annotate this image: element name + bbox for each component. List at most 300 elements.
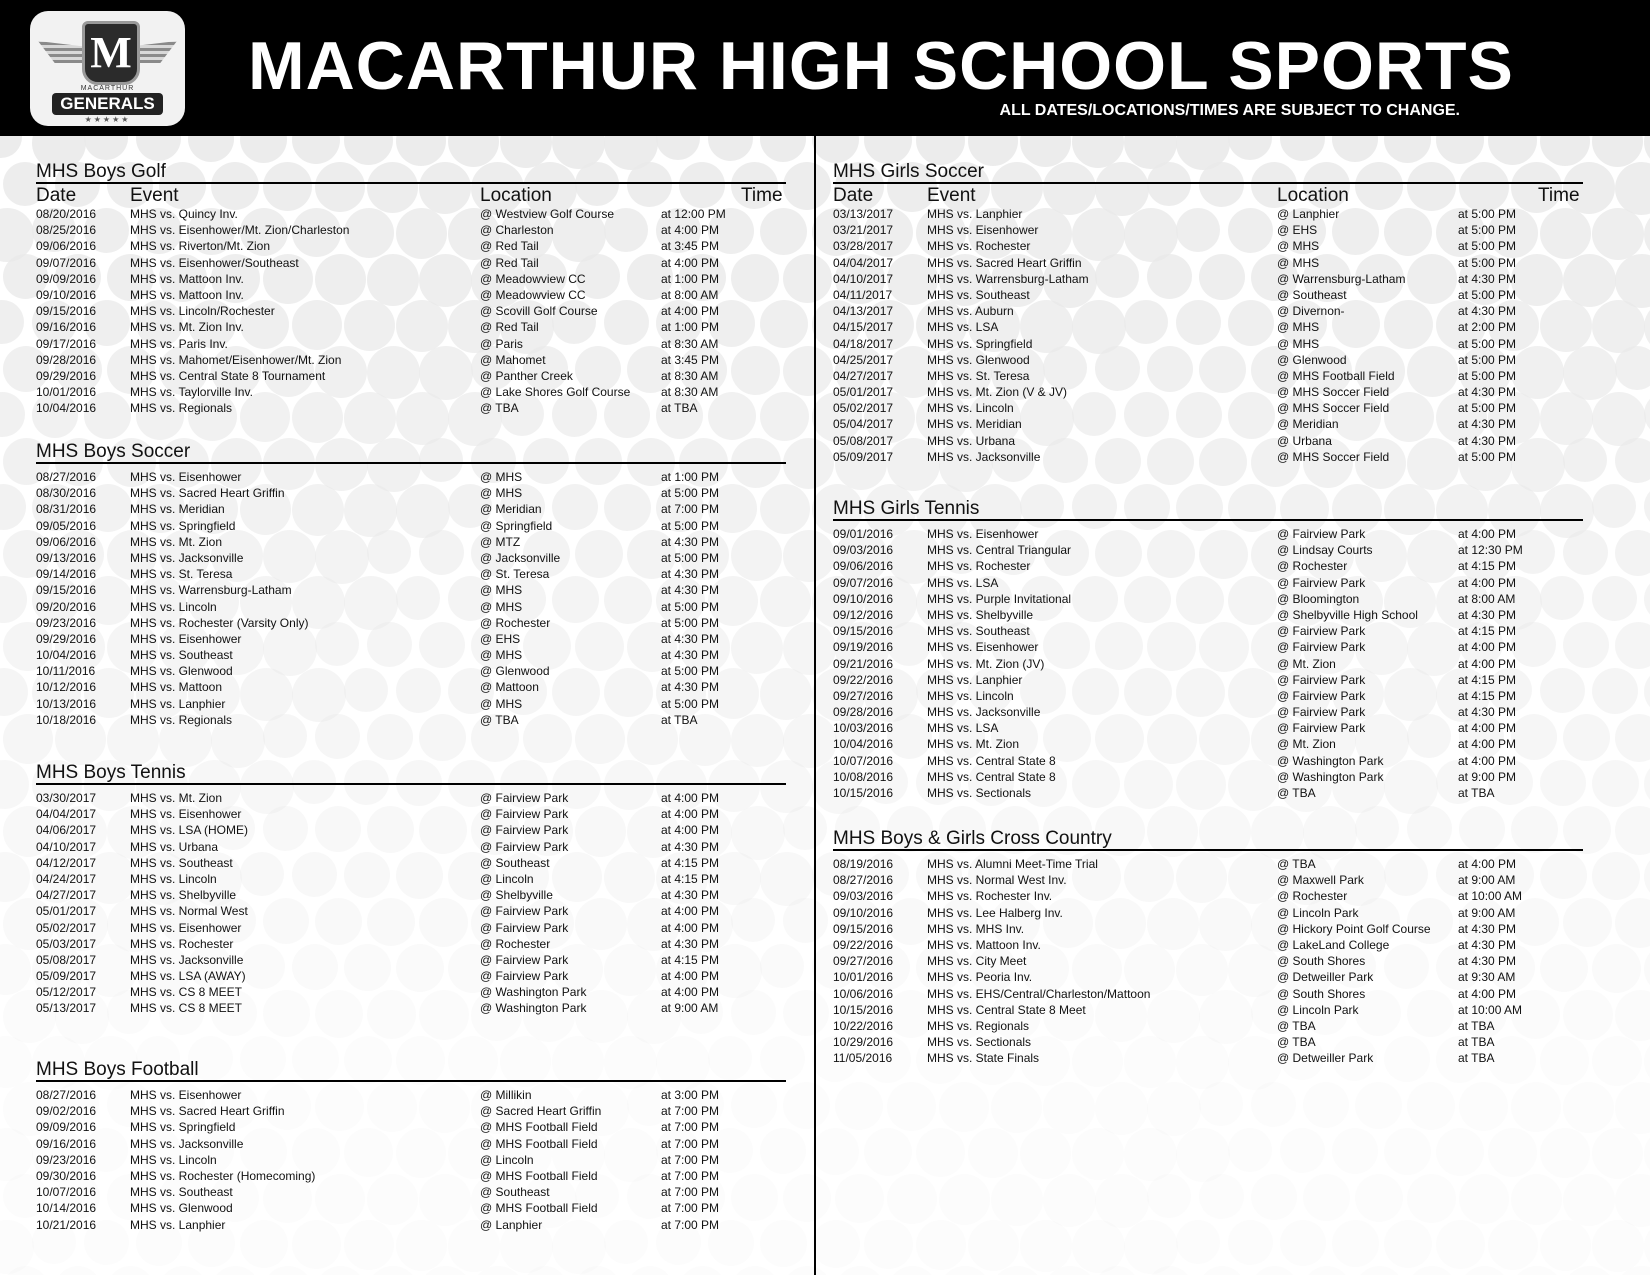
date-cell: 09/13/2016	[36, 550, 97, 565]
background-dot	[1644, 852, 1650, 901]
background-dot	[1592, 668, 1638, 714]
event-cell: MHS vs. LSA (HOME)	[130, 823, 249, 838]
table-row	[833, 368, 1583, 384]
page-title: MACARTHUR HIGH SCHOOL SPORTS	[248, 28, 1514, 104]
date-cell: 10/22/2016	[833, 1018, 894, 1033]
background-dot	[783, 162, 831, 210]
background-dot	[55, 1266, 101, 1275]
section-title: MHS Boys Soccer	[36, 441, 191, 462]
date-cell: 09/23/2016	[36, 615, 97, 630]
location-cell: @ Mt. Zion	[1277, 737, 1336, 752]
section-cross-country	[833, 828, 1583, 1066]
time-cell: at 5:00 PM	[1458, 207, 1517, 221]
schedule-table	[833, 526, 1583, 801]
date-cell: 09/22/2016	[833, 937, 894, 952]
location-cell: @ Red Tail	[480, 255, 539, 270]
date-cell: 10/15/2016	[833, 786, 894, 800]
date-cell: 08/19/2016	[833, 857, 894, 871]
location-cell: @ MHS	[1277, 239, 1320, 254]
date-cell: 10/07/2016	[833, 753, 894, 768]
table-row	[833, 986, 1583, 1002]
location-cell: @ Charleston	[480, 223, 554, 238]
event-cell: MHS vs. LSA (AWAY)	[130, 969, 246, 984]
event-cell: MHS vs. Eisenhower/Southeast	[130, 255, 299, 270]
event-cell: MHS vs. LSA	[927, 320, 999, 335]
section-boys-soccer	[36, 441, 786, 728]
location-cell: @ Scovill Golf Course	[480, 304, 598, 319]
table-row	[36, 631, 786, 647]
event-cell: MHS vs. Springfield	[130, 1120, 236, 1135]
background-dot	[1280, 1220, 1326, 1266]
time-cell: at 5:00 PM	[661, 599, 720, 614]
location-cell: @ Washington Park	[1277, 769, 1384, 784]
table-row	[833, 639, 1583, 655]
table-row	[36, 599, 786, 615]
location-cell: @ Lindsay Courts	[1277, 543, 1373, 558]
background-dot	[887, 1082, 936, 1131]
time-cell: at 7:00 PM	[661, 1168, 720, 1183]
date-cell: 10/12/2016	[36, 680, 97, 695]
event-cell: MHS vs. Lanphier	[927, 207, 1023, 221]
event-cell: MHS vs. Jacksonville	[927, 705, 1041, 720]
background-dot	[812, 136, 859, 163]
date-cell: 09/06/2016	[833, 559, 894, 574]
date-cell: 08/25/2016	[36, 223, 97, 238]
event-cell: MHS vs. Mahomet/Eisenhower/Mt. Zion	[130, 352, 342, 367]
event-cell: MHS vs. Mt. Zion (JV)	[927, 656, 1045, 671]
time-cell: at 5:00 PM	[1458, 336, 1517, 351]
date-cell: 10/01/2016	[36, 385, 97, 400]
event-cell: MHS vs. Riverton/Mt. Zion	[130, 239, 271, 254]
date-cell: 09/23/2016	[36, 1152, 97, 1167]
background-dot	[0, 576, 27, 623]
table-row	[36, 1152, 786, 1168]
date-cell: 09/29/2016	[36, 368, 97, 383]
location-cell: @ MHS Soccer Field	[1277, 385, 1390, 400]
background-dot	[1488, 1220, 1538, 1270]
background-dot	[1644, 300, 1650, 354]
location-cell: @ Fairview Park	[1277, 575, 1366, 590]
time-header: Time	[741, 185, 783, 206]
event-cell: MHS vs. Warrensburg-Latham	[130, 583, 292, 598]
background-dot	[1563, 1082, 1614, 1133]
date-cell: 09/15/2016	[833, 921, 894, 936]
event-cell: MHS vs. Mattoon Inv.	[927, 937, 1041, 952]
table-row	[833, 753, 1583, 769]
event-cell: MHS vs. Lincoln	[130, 599, 217, 614]
location-cell: @ Rochester	[480, 615, 551, 630]
table-row	[833, 384, 1583, 400]
background-dot	[1251, 1266, 1298, 1275]
event-cell: MHS vs. Eisenhower	[130, 807, 242, 822]
event-cell: MHS vs. Eisenhower	[130, 470, 242, 484]
location-cell: @ Meridian	[1277, 417, 1339, 432]
time-cell: at 5:00 PM	[661, 696, 720, 711]
table-row	[833, 271, 1583, 287]
date-cell: 09/05/2016	[36, 518, 97, 533]
background-dot	[0, 852, 30, 902]
event-cell: MHS vs. Eisenhower/Mt. Zion/Charleston	[130, 223, 350, 238]
date-cell: 03/21/2017	[833, 223, 894, 238]
event-cell: MHS vs. Southeast	[130, 855, 233, 870]
time-cell: at TBA	[1458, 1018, 1495, 1033]
time-cell: at 1:00 PM	[661, 320, 720, 335]
table-row	[833, 953, 1583, 969]
background-dot	[1355, 1266, 1404, 1275]
location-cell: @ TBA	[1277, 1018, 1316, 1033]
location-cell: @ MTZ	[480, 534, 521, 549]
time-cell: at 3:45 PM	[661, 352, 720, 367]
background-dot	[783, 990, 829, 1036]
table-row	[833, 736, 1583, 752]
date-cell: 10/03/2016	[833, 721, 894, 736]
date-cell: 09/16/2016	[36, 320, 97, 335]
location-cell: @ Meadowview CC	[480, 287, 586, 302]
background-dot	[708, 136, 753, 161]
event-cell: MHS vs. Lincoln	[130, 871, 217, 886]
date-cell: 05/09/2017	[833, 449, 894, 464]
date-cell: 08/27/2016	[833, 873, 894, 888]
location-cell: @ TBA	[1277, 1035, 1316, 1050]
event-cell: MHS vs. Lee Halberg Inv.	[927, 905, 1063, 920]
background-dot	[84, 136, 128, 160]
table-row	[36, 582, 786, 598]
location-cell: @ Mattoon	[480, 680, 539, 695]
location-cell: @ MHS	[1277, 255, 1320, 270]
location-cell: @ Fairview Park	[480, 969, 569, 984]
date-cell: 04/18/2017	[833, 336, 894, 351]
table-row	[36, 952, 786, 968]
location-cell: @ Shelbyville	[480, 888, 553, 903]
date-cell: 04/10/2017	[833, 271, 894, 286]
background-dot	[1199, 1082, 1243, 1126]
event-cell: MHS vs. Southeast	[927, 624, 1030, 639]
date-cell: 04/11/2017	[833, 287, 893, 302]
time-cell: at 4:15 PM	[661, 952, 720, 967]
date-cell: 05/01/2017	[36, 904, 97, 919]
event-cell: MHS vs. Central Triangular	[927, 543, 1072, 558]
background-dot	[968, 1220, 1019, 1271]
location-cell: @ Fairview Park	[1277, 705, 1366, 720]
event-cell: MHS vs. Central State 8	[927, 769, 1056, 784]
logo-mascot-name: GENERALS	[52, 93, 163, 115]
table-row	[36, 271, 786, 287]
background-dot	[1644, 760, 1650, 808]
location-cell: @ Fairview Park	[480, 839, 569, 854]
page-header	[0, 0, 1650, 136]
background-dot	[1384, 136, 1431, 163]
background-dot	[0, 392, 25, 437]
date-cell: 11/05/2016	[833, 1051, 893, 1066]
background-dot	[1644, 668, 1650, 715]
background-dot	[0, 300, 24, 344]
time-cell: at 9:00 PM	[1458, 769, 1517, 784]
table-row	[36, 936, 786, 952]
background-dot	[1407, 1174, 1456, 1223]
section-title: MHS Boys Golf	[36, 161, 166, 182]
event-cell: MHS vs. Sacred Heart Griffin	[927, 255, 1082, 270]
location-cell: @ Westview Golf Course	[480, 207, 614, 221]
event-cell: MHS vs. Urbana	[130, 839, 219, 854]
location-cell: @ TBA	[1277, 857, 1316, 871]
location-cell: @ St. Teresa	[480, 567, 550, 582]
date-cell: 05/03/2017	[36, 936, 97, 951]
table-row	[833, 575, 1583, 591]
event-cell: MHS vs. Meridian	[927, 417, 1022, 432]
table-row	[36, 1103, 786, 1119]
date-cell: 09/06/2016	[36, 534, 97, 549]
background-dot	[1020, 1128, 1071, 1179]
table-row	[36, 806, 786, 822]
location-cell: @ Fairview Park	[480, 823, 569, 838]
event-cell: MHS vs. Lanphier	[130, 1217, 226, 1232]
time-cell: at 1:00 PM	[661, 271, 720, 286]
column-header-row	[36, 184, 786, 206]
time-cell: at 10:00 AM	[1458, 1002, 1523, 1017]
date-cell: 05/08/2017	[833, 433, 894, 448]
table-row	[36, 984, 786, 1000]
background-dot	[1615, 438, 1650, 483]
background-dot	[1280, 136, 1325, 161]
background-dot	[864, 1220, 913, 1269]
event-cell: MHS vs. Eisenhower	[927, 640, 1039, 655]
event-cell: MHS vs. LSA	[927, 575, 999, 590]
background-dot	[1615, 622, 1650, 669]
location-cell: @ Hickory Point Golf Course	[1277, 921, 1431, 936]
background-dot	[1459, 1174, 1509, 1224]
date-cell: 08/30/2016	[36, 486, 97, 501]
date-cell: 04/04/2017	[36, 807, 97, 822]
event-cell: MHS vs. Rochester	[927, 239, 1031, 254]
date-cell: 09/03/2016	[833, 889, 894, 904]
date-cell: 09/27/2016	[833, 954, 894, 969]
date-cell: 04/15/2017	[833, 320, 894, 335]
time-cell: at 4:30 PM	[1458, 607, 1517, 622]
time-cell: at 4:15 PM	[1458, 624, 1517, 639]
time-cell: at TBA	[661, 712, 698, 727]
background-dot	[1332, 1128, 1378, 1174]
table-row	[833, 303, 1583, 319]
background-dot	[292, 136, 340, 164]
table-row	[833, 607, 1583, 623]
background-dot	[835, 1266, 885, 1275]
location-cell: @ Rochester	[1277, 559, 1348, 574]
event-cell: MHS vs. Meridian	[130, 502, 225, 517]
location-cell: @ MHS	[480, 470, 523, 484]
time-cell: at 3:00 PM	[661, 1088, 720, 1102]
date-cell: 09/15/2016	[36, 304, 97, 319]
background-dot	[1251, 1174, 1297, 1220]
date-cell: 09/21/2016	[833, 656, 894, 671]
background-dot	[136, 136, 181, 161]
background-dot	[1540, 1128, 1590, 1178]
date-cell: 04/04/2017	[833, 255, 894, 270]
location-cell: @ Lincoln	[480, 1152, 534, 1167]
date-cell: 09/07/2016	[36, 255, 97, 270]
background-dot	[1511, 1082, 1561, 1132]
table-row	[36, 303, 786, 319]
event-cell: MHS vs. Springfield	[130, 518, 236, 533]
location-cell: @ Southeast	[1277, 287, 1347, 302]
background-dot	[1644, 208, 1650, 261]
time-cell: at 9:30 AM	[1458, 970, 1516, 985]
time-cell: at 5:00 PM	[661, 518, 720, 533]
date-cell: 10/11/2016	[36, 664, 96, 679]
time-cell: at 4:00 PM	[1458, 527, 1517, 541]
table-row	[36, 1168, 786, 1184]
column-divider	[814, 136, 816, 1275]
table-row	[36, 615, 786, 631]
table-row	[833, 688, 1583, 704]
date-cell: 09/28/2016	[36, 352, 97, 367]
table-row	[833, 433, 1583, 449]
background-dot	[1199, 1266, 1245, 1275]
logo-school-text: MACARTHUR	[80, 85, 135, 92]
date-cell: 05/13/2017	[36, 1001, 97, 1016]
event-cell: MHS vs. Paris Inv.	[130, 336, 228, 351]
event-cell: MHS vs. Lincoln	[927, 401, 1014, 416]
background-dot	[1072, 1128, 1124, 1180]
time-cell: at 4:15 PM	[1458, 672, 1517, 687]
table-row	[36, 1200, 786, 1216]
section-title: MHS Boys & Girls Cross Country	[833, 828, 1112, 849]
table-row	[833, 1034, 1583, 1050]
event-cell: MHS vs. Eisenhower	[927, 527, 1039, 541]
event-cell: MHS vs. Mt. Zion Inv.	[130, 320, 244, 335]
time-cell: at 4:00 PM	[1458, 640, 1517, 655]
date-cell: 10/18/2016	[36, 712, 97, 727]
date-cell: 09/03/2016	[833, 543, 894, 558]
table-row	[36, 566, 786, 582]
time-cell: at TBA	[1458, 786, 1495, 800]
location-cell: @ TBA	[480, 712, 519, 727]
event-cell: MHS vs. Taylorville Inv.	[130, 385, 253, 400]
background-dot	[731, 1266, 779, 1275]
date-cell: 05/02/2017	[833, 401, 894, 416]
background-dot	[835, 1174, 884, 1223]
time-header: Time	[1538, 185, 1580, 206]
table-row	[833, 319, 1583, 335]
event-cell: MHS vs. Central State 8	[927, 753, 1056, 768]
location-cell: @ Fairview Park	[480, 952, 569, 967]
time-cell: at 5:00 PM	[661, 615, 720, 630]
location-cell: @ MHS Soccer Field	[1277, 449, 1390, 464]
table-row	[36, 903, 786, 919]
location-header: Location	[1277, 185, 1349, 206]
table-row	[36, 469, 786, 485]
event-cell: MHS vs. Quincy Inv.	[130, 207, 238, 221]
time-cell: at 4:15 PM	[661, 871, 720, 886]
table-row	[36, 679, 786, 695]
location-cell: @ Divernon-	[1277, 304, 1345, 319]
event-cell: MHS vs. Jacksonville	[130, 1136, 244, 1151]
event-cell: MHS vs. Mt. Zion	[130, 534, 223, 549]
time-cell: at 12:00 PM	[661, 207, 726, 221]
location-cell: @ MHS	[480, 583, 523, 598]
date-cell: 09/15/2016	[833, 624, 894, 639]
location-cell: @ EHS	[480, 631, 521, 646]
table-row	[36, 839, 786, 855]
date-cell: 08/27/2016	[36, 1088, 97, 1102]
date-cell: 05/04/2017	[833, 417, 894, 432]
background-dot	[0, 668, 28, 716]
event-cell: MHS vs. Glenwood	[130, 1201, 233, 1216]
event-cell: MHS vs. Mt. Zion	[130, 791, 223, 805]
time-cell: at 4:30 PM	[661, 534, 720, 549]
background-dot	[1644, 576, 1650, 622]
background-dot	[835, 1082, 883, 1130]
time-cell: at 9:00 AM	[1458, 873, 1516, 888]
date-cell: 04/13/2017	[833, 304, 894, 319]
location-header: Location	[480, 185, 552, 206]
date-cell: 09/07/2016	[833, 575, 894, 590]
time-cell: at 4:00 PM	[661, 920, 720, 935]
time-cell: at 8:30 AM	[661, 336, 719, 351]
location-cell: @ Meridian	[480, 502, 542, 517]
background-dot	[1644, 392, 1650, 436]
table-row	[833, 287, 1583, 303]
location-cell: @ Lincoln Park	[1277, 1002, 1359, 1017]
location-cell: @ Fairview Park	[1277, 624, 1366, 639]
background-dot	[1043, 1082, 1095, 1134]
time-cell: at 4:00 PM	[661, 255, 720, 270]
background-dot	[1592, 576, 1637, 621]
table-row	[36, 485, 786, 501]
date-cell: 09/14/2016	[36, 567, 97, 582]
date-cell: 03/30/2017	[36, 791, 97, 805]
event-cell: MHS vs. Regionals	[130, 712, 233, 727]
background-dot	[1615, 1082, 1650, 1134]
time-cell: at 5:00 PM	[1458, 449, 1517, 464]
background-dot	[1407, 1082, 1455, 1130]
location-cell: @ MHS	[1277, 320, 1320, 335]
time-cell: at 4:00 PM	[1458, 575, 1517, 590]
time-cell: at 4:00 PM	[661, 304, 720, 319]
background-dot	[1592, 1036, 1642, 1086]
time-cell: at 3:45 PM	[661, 239, 720, 254]
date-cell: 03/28/2017	[833, 239, 894, 254]
location-cell: @ Fairview Park	[1277, 527, 1366, 541]
event-cell: MHS vs. Jacksonville	[927, 449, 1041, 464]
table-row	[833, 238, 1583, 254]
background-dot	[1407, 1266, 1457, 1275]
background-dot	[1228, 1220, 1273, 1265]
time-cell: at 5:00 PM	[1458, 287, 1517, 302]
event-cell: MHS vs. Eisenhower	[130, 1088, 242, 1102]
background-dot	[812, 1220, 860, 1268]
event-cell: MHS vs. Normal West	[130, 904, 248, 919]
time-cell: at 5:00 PM	[1458, 239, 1517, 254]
background-dot	[1436, 1220, 1485, 1269]
event-cell: MHS vs. Shelbyville	[130, 888, 237, 903]
background-dot	[159, 1266, 207, 1275]
table-row	[36, 352, 786, 368]
event-cell: MHS vs. Glenwood	[130, 664, 233, 679]
background-dot	[812, 1128, 859, 1175]
event-cell: MHS vs. Rochester (Varsity Only)	[130, 615, 309, 630]
time-cell: at 4:00 PM	[661, 969, 720, 984]
section-boys-golf	[36, 161, 786, 416]
date-cell: 05/12/2017	[36, 985, 97, 1000]
table-row	[36, 696, 786, 712]
date-cell: 09/10/2016	[833, 591, 894, 606]
table-row	[36, 1184, 786, 1200]
time-cell: at 4:15 PM	[1458, 559, 1517, 574]
event-cell: MHS vs. Urbana	[927, 433, 1016, 448]
background-dot	[0, 484, 26, 530]
table-row	[833, 704, 1583, 720]
time-cell: at 4:30 PM	[661, 583, 720, 598]
